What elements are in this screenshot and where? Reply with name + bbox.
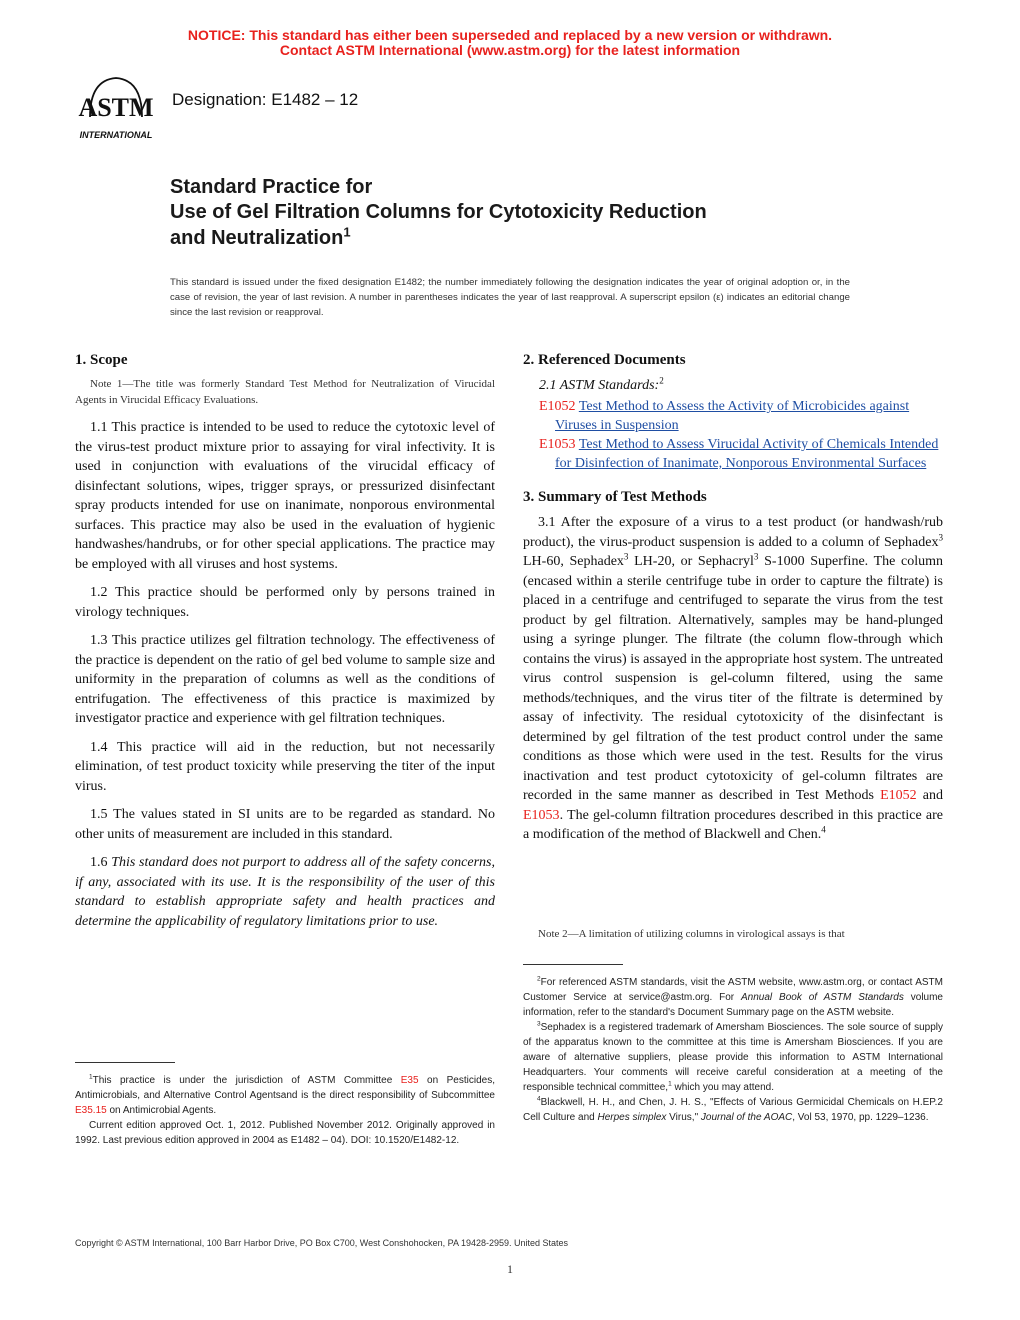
footnotes-right (523, 964, 943, 1125)
para-3-1 (523, 513, 943, 845)
para-1-4: 1.4 This practice will aid in the reduction, but not necessarily elimination, of test product toxicity while preserving the titer of the input virus. (75, 739, 495, 794)
footnote-2-ital: Annual Book of ASTM Standards (741, 992, 904, 1003)
footnote-4-marker: 4 (537, 1095, 541, 1103)
para-3-1-a: 3.1 After the exposure of a virus to a test product (or handwash/rub product), the virus-product suspension is added to a column of Sephadex (523, 515, 943, 550)
title-line-1: Standard Practice for (170, 176, 373, 198)
reference-item[interactable] (523, 435, 943, 473)
para-1-3: 1.3 This practice utilizes gel filtration technology. The effectiveness of the practice is dependent on the ratio of gel bed volume to sample size and uniformity in the preparation of columns as well as the conditions of entrifugation. The effectiveness of this practice is maximized by investigator practice and experience with gel filtration techniques. (75, 633, 495, 726)
para-1-6-text: This standard does not purport to address all of the safety concerns, if any, associated with its use. It is the responsibility of the user of this standard to establish appropriate safety and health practices and determine the applicability of regulatory limitations prior to use. (75, 855, 496, 929)
footnote-divider-left (75, 1062, 175, 1063)
link-e1052[interactable]: E1052 (880, 788, 917, 803)
para-1-5: 1.5 The values stated in SI units are to be regarded as standard. No other units of measurement are included in this standard. (75, 807, 495, 842)
footnote-1-text-a: This practice is under the jurisdiction of ASTM Committee (92, 1075, 401, 1086)
logo-sub-text: INTERNATIONAL (79, 130, 153, 140)
footnote-1 (75, 1073, 495, 1118)
left-column (75, 350, 495, 940)
reference-code-e1053[interactable]: E1053 (539, 437, 576, 452)
astm-standards-label (523, 376, 943, 395)
link-e35[interactable]: E35 (400, 1075, 419, 1086)
section-heading-scope: 1. Scope (75, 352, 128, 368)
para-1-6-number: 1.6 (90, 855, 112, 870)
astm-standards-footnote-ref: 2 (659, 375, 664, 386)
title-footnote-ref: 1 (343, 224, 351, 240)
para-3-1-b: LH-60, Sephadex (523, 554, 624, 569)
reference-code-e1052[interactable]: E1052 (539, 399, 576, 414)
sup-3c: 3 (753, 551, 759, 562)
para-3-1-e: . The gel-column filtration procedures described in this practice are a modification of the method of Blackwell and Chen. (523, 807, 943, 842)
footnote-divider-right (523, 964, 623, 965)
footnote-3-b: which you may attend. (671, 1082, 774, 1093)
footnote-3 (523, 1020, 943, 1095)
link-e1053[interactable]: E1053 (523, 807, 560, 823)
para-1-1: 1.1 This practice is intended to be used to reduce the cytotoxic level of the virus-test product mixture prior to assaying for viral infectivity. It is used in conjunction with evaluations of the virucidal efficacy of disinfectant solutions, wipes, trigger sprays, or pressurized disinfectant spray products intended for use on inanimate, nonporous environmental surfaces. This practice may also be used in the evaluation of hygienic handwashes/handrubs, or for other special applications. The practice may be employed with all viruses and host systems. (75, 420, 495, 572)
right-column (523, 350, 943, 854)
para-3-1-c: LH-20, or Sephacryl (628, 554, 754, 569)
footnote-4-a: Blackwell, H. H., and Chen, J. H. S., "Effects of Various Germicidal Chemicals on H.EP.2 Cell Culture and (523, 1097, 943, 1123)
footnote-2-a: For referenced ASTM standards, visit the ASTM website, www.astm.org, or contact ASTM Customer Service at service@astm.org. For (523, 977, 943, 1003)
note-1: Note 1—The title was formerly Standard Test Method for Neutralization of Virucidal Agents in Virucidal Efficacy Evaluations. (75, 378, 495, 406)
para-1-6 (75, 853, 495, 931)
designation: Designation: E1482 – 12 (172, 90, 359, 109)
page-number: 1 (507, 1262, 513, 1276)
para-1-2: 1.2 This practice should be performed only by persons trained in virology techniques. (75, 585, 495, 620)
reference-title-e1053[interactable]: Test Method to Assess Virucidal Activity of Chemicals Intended for Disinfection of Inanimate, Nonporous Environmental Surfaces (555, 437, 939, 471)
astm-logo (70, 72, 162, 144)
logo-mark-text: ASTM (78, 93, 154, 122)
footnote-4 (523, 1095, 943, 1125)
note-2: Note 2—A limitation of utilizing columns in virological assays is that (538, 928, 845, 940)
issuance-note: This standard is issued under the fixed designation E1482; the number immediately following the designation indicates the year of original adoption or, in the case of revision, the year of last revision. A number in parentheses indicates the year of last reapproval. A superscript epsilon (ε) indicates an editorial change since the last revision or reapproval. (170, 277, 850, 318)
footnote-2-marker: 2 (537, 975, 541, 983)
sup-3b: 3 (623, 551, 629, 562)
copyright: Copyright © ASTM International, 100 Barr Harbor Drive, PO Box C700, West Conshohocken, PA 19428-2959. United States (75, 1238, 569, 1248)
footnote-1-marker: 1 (89, 1073, 93, 1081)
title-line-2: Use of Gel Filtration Columns for Cytotoxicity Reduction (170, 201, 707, 223)
title-line-3-text: and Neutralization (170, 227, 344, 249)
para-3-1-d: S-1000 Superfine. The column (encased within a sterile centrifuge tube in order to capture the filtrate) is placed in a centrifuge and centrifuged to separate the virus from the test product by gel filtration. Alternatively, samples may be hand-plunged using a syringe plunger. The filtrate (the column flow-through which contains the virus) is assayed in the appropriate host system. The untreated virus control suspension is gel-column filtered, using the same methods/techniques, and the virus titer of the filtrate is determined by assay of infectivity. The residual cytotoxicity of the disinfectant is determined by gel filtration of the test product control under the same conditions as those which were used in the test. Results for the virus inactivation and test product cytotoxicity of gel-column filtrates are recorded in the same manner as described in Test Methods (523, 554, 943, 803)
footnote-2-b: volume information, refer to the standard's Document Summary page on the ASTM website. (523, 992, 943, 1018)
notice-line-1: NOTICE: This standard has either been superseded and replaced by a new version or withdrawn. (187, 27, 833, 43)
footnote-1-text-b: on Pesticides, Antimicrobials, and Alternative Control Agentsand is the direct responsibility of Subcommittee (75, 1075, 495, 1101)
footnotes-left (75, 1062, 495, 1148)
astm-standards-text: 2.1 ASTM Standards: (539, 378, 660, 393)
footnote-3-sup1: 1 (668, 1080, 672, 1088)
sup-3a: 3 (938, 531, 943, 542)
footnote-4-b: Virus," (666, 1112, 701, 1123)
footnote-4-ital2: Journal of the AOAC (700, 1112, 793, 1123)
para-3-1-and: and (916, 788, 943, 803)
footnote-1-text-c: on Antimicrobial Agents. (106, 1105, 217, 1116)
footnote-3-marker: 3 (537, 1020, 541, 1028)
section-heading-referenced-documents: 2. Referenced Documents (523, 352, 686, 368)
footnote-4-c: , Vol 53, 1970, pp. 1229–1236. (792, 1112, 929, 1123)
sup-4: 4 (821, 824, 826, 835)
reference-title-e1052[interactable]: Test Method to Assess the Activity of Microbicides against Viruses in Suspension (555, 399, 910, 433)
footnote-2 (523, 975, 943, 1020)
reference-item[interactable] (523, 397, 943, 435)
title-line-3 (170, 225, 351, 251)
footnote-3-a: Sephadex is a registered trademark of Amersham Biosciences. The sole source of supply of the apparatus known to the committee at this time is Amersham Biosciences. If you are aware of alternative suppliers, please provide this information to ASTM International Headquarters. Your comments will receive careful consideration at a meeting of the responsible technical committee, (523, 1022, 943, 1093)
footnote-4-ital1: Herpes simplex (597, 1112, 667, 1123)
notice-line-2: Contact ASTM International (www.astm.org) for the latest information (279, 42, 741, 58)
footnote-1-edition: Current edition approved Oct. 1, 2012. Published November 2012. Originally approved in 1992. Last previous edition approved in 2004 as E1482 – 04). DOI: 10.1520/E1482-12. (75, 1120, 495, 1146)
section-heading-summary: 3. Summary of Test Methods (523, 489, 707, 505)
link-e35-15[interactable]: E35.15 (75, 1105, 107, 1116)
